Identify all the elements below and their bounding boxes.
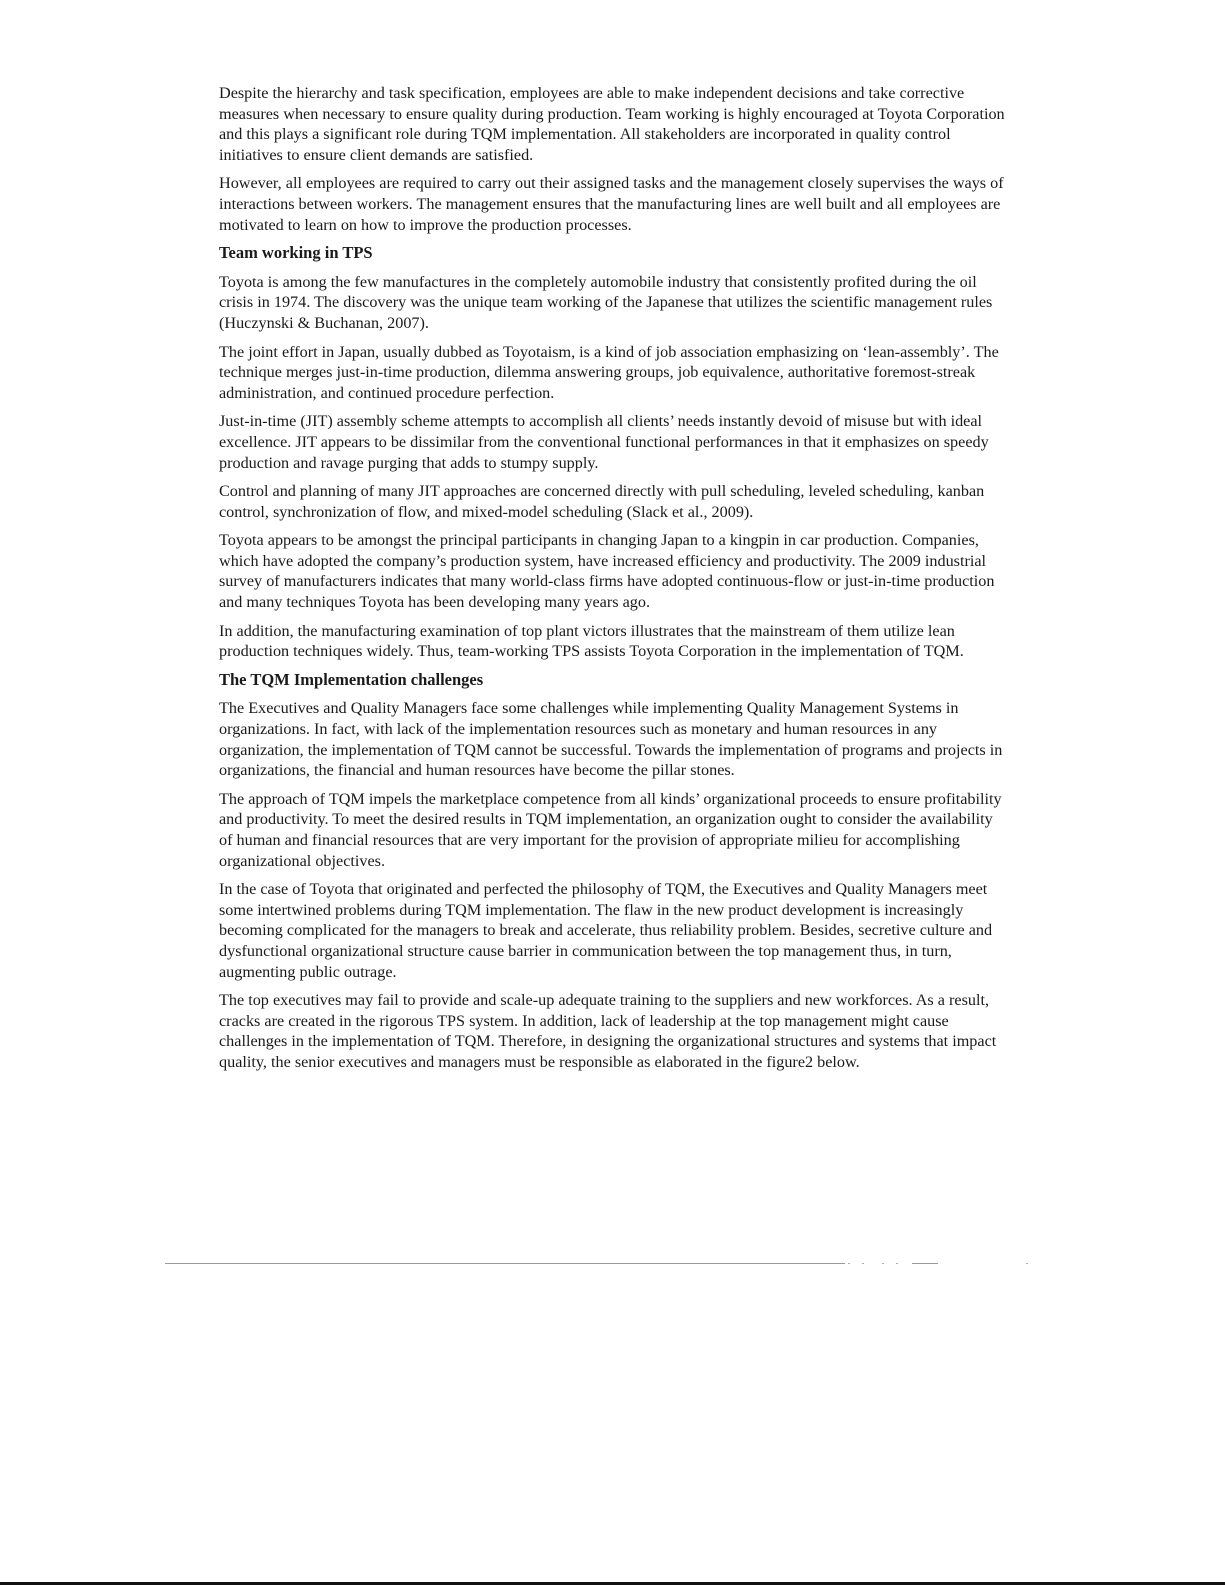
paragraph-toyotaism: The joint effort in Japan, usually dubbed as Toyotaism, is a kind of job association emphasizing on ‘lean-assembly’. The technique merges just-in-time production, dilemma answering groups, job equivalence, authoritative foremost-streak administration, and continued procedure perfection. (219, 342, 999, 402)
heading-team-working: Team working in TPS (219, 243, 373, 263)
paragraph-oil-crisis: Toyota is among the few manufactures in the completely automobile industry that consistently profited during the oil crisis in 1974. The discovery was the unique team working of the Japanese that utilizes the scientific management rules (Huczynski & Buchanan, 2007). (219, 272, 993, 332)
heading-tqm-challenges: The TQM Implementation challenges (219, 669, 484, 689)
document-body (219, 83, 1009, 1081)
paragraph-jit-planning: Control and planning of many JIT approaches are concerned directly with pull scheduling, leveled scheduling, kanban control, synchronization of flow, and mixed-model scheduling (Slack et al., 2009). (219, 482, 985, 521)
paragraph-approach: The approach of TQM impels the marketplace competence from all kinds’ organizational proceeds to ensure profitability and productivity. To meet the desired results in TQM implementation, an organization ought to consider the availability of human and financial resources that are very important for the provision of appropriate milieu for accomplishing organizational objectives. (219, 789, 1002, 870)
paragraph-toyota-participants: Toyota appears to be amongst the principal participants in changing Japan to a kingpin in car production. Companies, which have adopted the company’s production system, have increased efficiency and productivity. The 2009 industrial survey of manufacturers indicates that many world-class firms have adopted continuous-flow or just-in-time production and many techniques Toyota has been developing many years ago. (219, 531, 995, 612)
paragraph-hierarchy: Despite the hierarchy and task specification, employees are able to make independent decisions and take corrective measures when necessary to ensure quality during production. Team working is highly encouraged at Toyota Corporation and this plays a significant role during TQM implementation. All stakeholders are incorporated in quality control initiatives to ensure client demands are satisfied. (219, 84, 1005, 164)
footer-divider (165, 1263, 845, 1264)
footer-divider-fragment (896, 1263, 898, 1264)
paragraph-top-executives: The top executives may fail to provide and scale-up adequate training to the suppliers and new workforces. As a result, cracks are created in the rigorous TPS system. In addition, lack of leadership at the top management might cause challenges in the implementation of TQM. Therefore, in designing the organizational structures and systems that impact quality, the senior executives and managers must be responsible as elaborated in the figure2 below. (219, 991, 997, 1071)
paragraph-jit: Just-in-time (JIT) assembly scheme attempts to accomplish all clients’ needs instantly devoid of misuse but with ideal excellence. JIT appears to be dissimilar from the conventional functional performances in that it emphasizes on speedy production and ravage purging that adds to stumpy supply. (219, 412, 989, 472)
footer-divider-fragment (862, 1263, 864, 1264)
paragraph-toyota-case: In the case of Toyota that originated and perfected the philosophy of TQM, the Executives and Quality Managers meet some intertwined problems during TQM implementation. The flaw in the new product development is increasingly becoming complicated for the managers to break and accelerate, thus reliability problem. Besides, secretive culture and dysfunctional organizational structure cause barrier in communication between the top management thus, in turn, augmenting public outrage. (219, 880, 993, 981)
paragraph-executives: The Executives and Quality Managers face some challenges while implementing Quality Management Systems in organizations. In fact, with lack of the implementation resources such as monetary and human resources in any organization, the implementation of TQM cannot be successful. Towards the implementation of programs and projects in organizations, the financial and human resources have become the pillar stones. (219, 699, 1003, 780)
footer-divider-fragment (848, 1263, 850, 1264)
footer-divider-fragment (1026, 1263, 1028, 1264)
footer-divider-fragment (882, 1263, 884, 1264)
paragraph-lean-production: In addition, the manufacturing examination of top plant victors illustrates that the mainstream of them utilize lean production techniques widely. Thus, team-working TPS assists Toyota Corporation in the implementation of TQM. (219, 621, 964, 661)
paragraph-supervision: However, all employees are required to carry out their assigned tasks and the management closely supervises the ways of interactions between workers. The management ensures that the manufacturing lines are well built and all employees are motivated to learn on how to improve the production processes. (219, 174, 1004, 234)
footer-divider-fragment (912, 1263, 938, 1264)
